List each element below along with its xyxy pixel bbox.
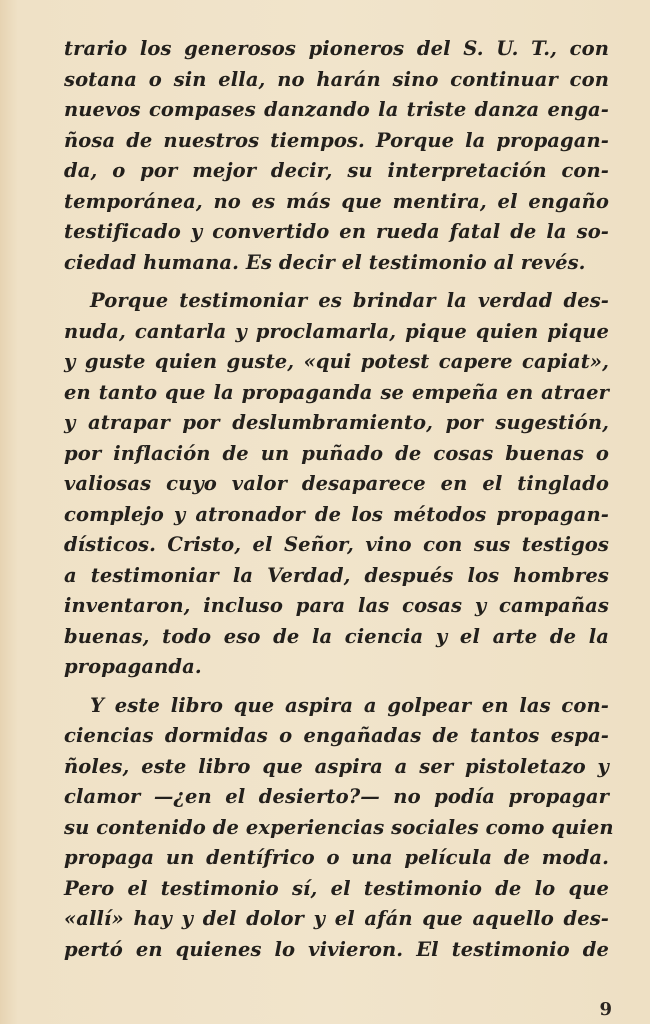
text-line: nuevos compases danzando la triste danza enga- — [64, 98, 609, 121]
text-line: Porque testimoniar es brindar la verdad des- — [90, 289, 609, 312]
text-line: «allí» hay y del dolor y el afán que aquello des- — [64, 907, 609, 930]
text-line: dísticos. Cristo, el Señor, vino con sus testigos — [64, 533, 609, 556]
text-line: da, o por mejor decir, su interpretación con- — [64, 159, 609, 182]
text-line: ciedad humana. Es decir el testimonio al revés. — [64, 250, 586, 274]
text-line: clamor —¿en el desierto?— no podía propagar — [64, 785, 609, 808]
text-line: ñosa de nuestros tiempos. Porque la propagan- — [64, 128, 609, 152]
text-line: por inflación de un puñado de cosas buenas o — [64, 441, 609, 465]
text-line: valiosas cuyo valor desaparece en el tinglado — [64, 472, 609, 495]
text-line: propaganda. — [64, 655, 202, 678]
text-line: y guste quien guste, «qui potest capere capiat», — [64, 350, 609, 373]
text-line: propaga un dentífrico o una película de moda. — [64, 846, 609, 869]
text-line: su contenido de experiencias sociales como quien — [64, 815, 614, 839]
text-line: Y este libro que aspira a golpear en las con- — [90, 693, 609, 717]
page-number: 9 — [599, 999, 612, 1020]
text-line: pertó en quienes lo vivieron. El testimonio de — [64, 937, 609, 961]
text-line: ñoles, este libro que aspira a ser pistoletazo y — [64, 754, 609, 778]
text-line: sotana o sin ella, no harán sino continuar con — [64, 67, 609, 91]
text-line: y atrapar por deslumbramiento, por sugestión, — [64, 411, 609, 434]
text-line: nuda, cantarla y proclamarla, pique quien pique — [64, 319, 609, 343]
body-text — [64, 34, 614, 965]
text-line: temporánea, no es más que mentira, el engaño — [64, 189, 609, 213]
text-line: en tanto que la propaganda se empeña en atraer — [64, 380, 609, 404]
text-line: buenas, todo eso de la ciencia y el arte de la — [64, 624, 609, 648]
text-line: trario los generosos pioneros del S. U. T., con — [64, 37, 609, 60]
paragraph-3 — [64, 691, 614, 966]
text-line: complejo y atronador de los métodos propagan- — [64, 502, 609, 526]
text-line: testificado y convertido en rueda fatal de la so- — [64, 220, 609, 243]
text-line: inventaron, incluso para las cosas y campañas — [64, 594, 609, 617]
paragraph-1 — [64, 34, 609, 278]
paragraph-2 — [64, 286, 609, 683]
text-line: ciencias dormidas o engañadas de tantos espa- — [64, 724, 609, 747]
text-line: a testimoniar la Verdad, después los hombres — [64, 563, 609, 587]
text-line: Pero el testimonio sí, el testimonio de lo que — [64, 876, 609, 900]
